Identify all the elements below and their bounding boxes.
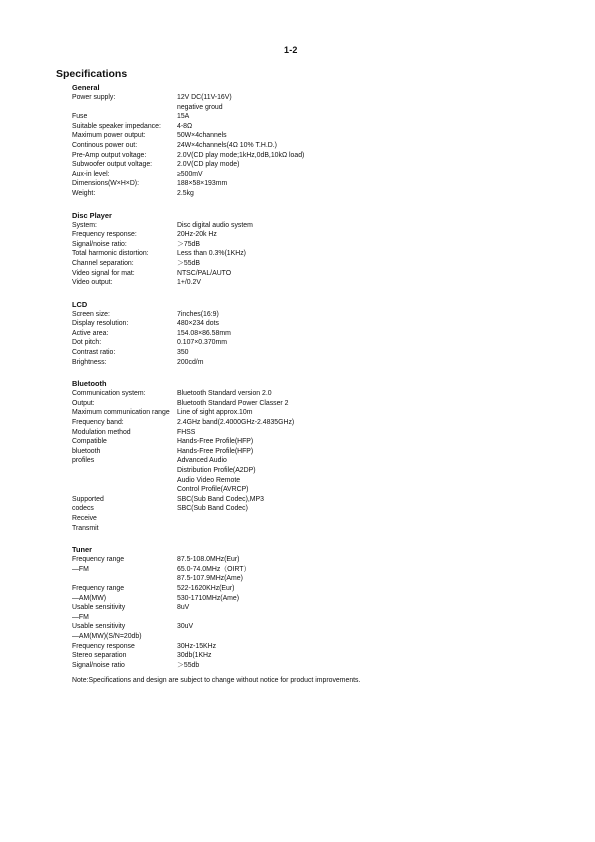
spec-row	[72, 408, 572, 418]
spec-row	[72, 389, 572, 399]
spec-row	[72, 103, 572, 113]
spec-value: 2.0V(CD play mode;1kHz,0dB,10kΩ load)	[177, 151, 305, 159]
spec-value: 50W×4channels	[177, 132, 227, 140]
spec-value: Bluetooth Standard version 2.0	[177, 390, 272, 398]
spec-label: Screen size:	[72, 310, 110, 318]
spec-value: 30Hz-15KHz	[177, 642, 217, 650]
spec-label: Frequency band:	[72, 419, 124, 427]
spec-row	[72, 495, 572, 505]
spec-value: ＞55dB	[177, 259, 200, 267]
spec-label: System:	[72, 221, 97, 229]
spec-row	[72, 141, 572, 151]
spec-label: Fuse	[72, 113, 88, 121]
spec-row	[72, 329, 572, 339]
page-title: Specifications	[56, 68, 128, 80]
spec-value: 1+/0.2V	[177, 279, 201, 287]
spec-value: Line of sight approx.10m	[177, 409, 253, 417]
spec-label: Signal/noise ratio	[72, 661, 125, 669]
spec-row	[72, 170, 572, 180]
spec-label: Frequency range	[72, 556, 125, 564]
spec-row	[72, 651, 572, 661]
spec-row	[72, 93, 572, 103]
spec-row	[72, 189, 572, 199]
footnote: Note:Specifications and design are subject to change without notice for product improvements.	[72, 677, 361, 684]
spec-value: 4-8Ω	[177, 122, 193, 130]
spec-row	[72, 555, 572, 565]
spec-row	[72, 565, 572, 575]
section-lcd	[72, 300, 572, 368]
spec-value: ≥500mV	[177, 170, 203, 178]
spec-value: Less than 0.3%(1KHz)	[177, 250, 246, 258]
spec-row	[72, 259, 572, 269]
spec-row	[72, 514, 572, 524]
spec-label: —FM	[72, 613, 89, 621]
spec-label: —FM	[72, 565, 89, 573]
spec-label: Total harmonic distortion:	[72, 250, 149, 258]
section-general	[72, 83, 572, 199]
spec-value: negative groud	[177, 103, 223, 111]
spec-value: 2.5kg	[177, 189, 194, 197]
spec-label: profiles	[72, 457, 95, 465]
spec-value: SBC(Sub Band Codec)	[177, 505, 248, 513]
spec-value: 30uV	[177, 623, 194, 631]
spec-value: 154.08×86.58mm	[177, 329, 231, 337]
spec-label: Contrast ratio:	[72, 349, 116, 357]
spec-value: 2.4GHz band(2.4000GHz-2.4835GHz)	[177, 419, 295, 427]
spec-row	[72, 160, 572, 170]
spec-value: 522-1620KHz(Eur)	[177, 584, 235, 592]
spec-row	[72, 240, 572, 250]
spec-value: NTSC/PAL/AUTO	[177, 269, 232, 277]
spec-value: Bluetooth Standard Power Classer 2	[177, 399, 289, 407]
spec-row	[72, 622, 572, 632]
spec-row	[72, 230, 572, 240]
section-bluetooth	[72, 379, 572, 533]
spec-row	[72, 221, 572, 231]
spec-row	[72, 348, 572, 358]
spec-value: ＞75dB	[177, 240, 200, 248]
spec-row	[72, 594, 572, 604]
spec-row	[72, 485, 572, 495]
spec-value: 12V DC(11V-16V)	[177, 94, 232, 101]
spec-value: Hands-Free Profile(HFP)	[177, 438, 254, 446]
spec-row	[72, 437, 572, 447]
spec-value: 8uV	[177, 604, 190, 612]
spec-value: 20Hz-20k Hz	[177, 231, 217, 239]
spec-label: —AM(MW)	[72, 594, 107, 602]
spec-label: bluetooth	[72, 447, 101, 455]
spec-row	[72, 456, 572, 466]
spec-value: 480×234 dots	[177, 320, 219, 328]
spec-label: Video signal for mat:	[72, 269, 135, 277]
spec-label: Weight:	[72, 189, 96, 197]
spec-label: Active area:	[72, 329, 109, 337]
spec-label: Dimensions(W×H×D):	[72, 180, 140, 188]
spec-row	[72, 112, 572, 122]
section-title: Disc Player	[72, 210, 112, 220]
spec-label: Usable sensitivity	[72, 604, 126, 612]
spec-label: Subwoofer output voltage:	[72, 161, 153, 169]
spec-label: Compatible	[72, 438, 107, 446]
spec-row	[72, 613, 572, 623]
spec-label: —AM(MW)(S/N=20db)	[72, 632, 142, 640]
page-number: 1-2	[284, 45, 298, 55]
spec-row	[72, 151, 572, 161]
spec-label: Communication system:	[72, 390, 146, 398]
spec-value: 2.0V(CD play mode)	[177, 161, 240, 169]
spec-label: Receive	[72, 514, 97, 522]
section-title: Tuner	[72, 545, 92, 555]
spec-label: Frequency response:	[72, 231, 137, 239]
spec-row	[72, 358, 572, 368]
spec-label: Frequency response	[72, 642, 135, 650]
spec-label: Output:	[72, 399, 95, 407]
spec-value: 24W×4channels(4Ω 10% T.H.D.)	[177, 141, 277, 149]
spec-row	[72, 269, 572, 279]
spec-value: FHSS	[177, 428, 196, 436]
spec-row	[72, 310, 572, 320]
spec-value: 350	[177, 349, 189, 357]
spec-label: Supported	[72, 495, 104, 503]
specifications-list	[72, 83, 572, 682]
spec-row	[72, 131, 572, 141]
spec-value: Hands-Free Profile(HFP)	[177, 447, 254, 455]
spec-label: Stereo separation	[72, 652, 127, 660]
spec-value: 87.5-107.9MHz(Ame)	[177, 575, 243, 583]
spec-row	[72, 632, 572, 642]
spec-row	[72, 338, 572, 348]
section-disc-player	[72, 211, 572, 288]
spec-row	[72, 642, 572, 652]
spec-label: Usable sensitivity	[72, 623, 126, 631]
spec-label: Suitable speaker impedance:	[72, 122, 161, 130]
spec-value: 30db(1KHz	[177, 652, 212, 660]
spec-label: Frequency range	[72, 584, 125, 592]
spec-label: Display resolution:	[72, 320, 129, 328]
section-title: Bluetooth	[72, 379, 107, 389]
spec-label: Power supply:	[72, 94, 116, 101]
spec-value: 65.0-74.0MHz（OIRT）	[177, 565, 251, 573]
spec-row	[72, 319, 572, 329]
spec-label: Maximum power output:	[72, 132, 146, 140]
spec-value: 0.107×0.370mm	[177, 339, 227, 347]
spec-row	[72, 476, 572, 486]
spec-row	[72, 574, 572, 584]
spec-label: Maximum communication range	[72, 409, 170, 417]
spec-value: SBC(Sub Band Codec),MP3	[177, 495, 264, 503]
spec-label: Signal/noise ratio:	[72, 240, 127, 248]
spec-row	[72, 447, 572, 457]
spec-value: Control Profile(AVRCP)	[177, 486, 249, 494]
spec-label: Aux-in level:	[72, 170, 110, 178]
spec-label: Continous power out:	[72, 141, 138, 149]
spec-value: 188×58×193mm	[177, 180, 228, 188]
spec-label: Modulation method	[72, 428, 131, 436]
spec-row	[72, 278, 572, 288]
spec-value: 7inches(16:9)	[177, 310, 219, 318]
spec-label: codecs	[72, 505, 94, 513]
spec-row	[72, 504, 572, 514]
spec-value: Audio Video Remote	[177, 476, 241, 484]
spec-row	[72, 603, 572, 613]
spec-label: Transmit	[72, 524, 99, 532]
spec-value: 87.5-108.0MHz(Eur)	[177, 556, 240, 564]
spec-value: Distribution Profile(A2DP)	[177, 467, 256, 474]
section-tuner	[72, 545, 572, 670]
spec-value: ＞55db	[177, 661, 200, 669]
spec-row	[72, 524, 572, 534]
spec-row	[72, 584, 572, 594]
section-title: General	[72, 83, 100, 92]
spec-value: Disc digital audio system	[177, 221, 253, 229]
spec-row	[72, 661, 572, 671]
spec-label: Video output:	[72, 279, 113, 287]
spec-value: Advanced Audio	[177, 457, 227, 465]
spec-row	[72, 418, 572, 428]
spec-row	[72, 122, 572, 132]
spec-label: Pre-Amp output voltage:	[72, 151, 147, 159]
spec-row	[72, 399, 572, 409]
spec-label: Dot pitch:	[72, 339, 102, 347]
spec-row	[72, 249, 572, 259]
spec-value: 530-1710MHz(Ame)	[177, 594, 240, 602]
spec-value: 15A	[177, 113, 190, 121]
spec-label: Brightness:	[72, 358, 107, 366]
spec-value: 200cd/m	[177, 358, 204, 366]
spec-label: Channel separation:	[72, 259, 134, 267]
spec-row	[72, 179, 572, 189]
spec-row	[72, 466, 572, 476]
section-title: LCD	[72, 299, 88, 309]
spec-row	[72, 428, 572, 438]
